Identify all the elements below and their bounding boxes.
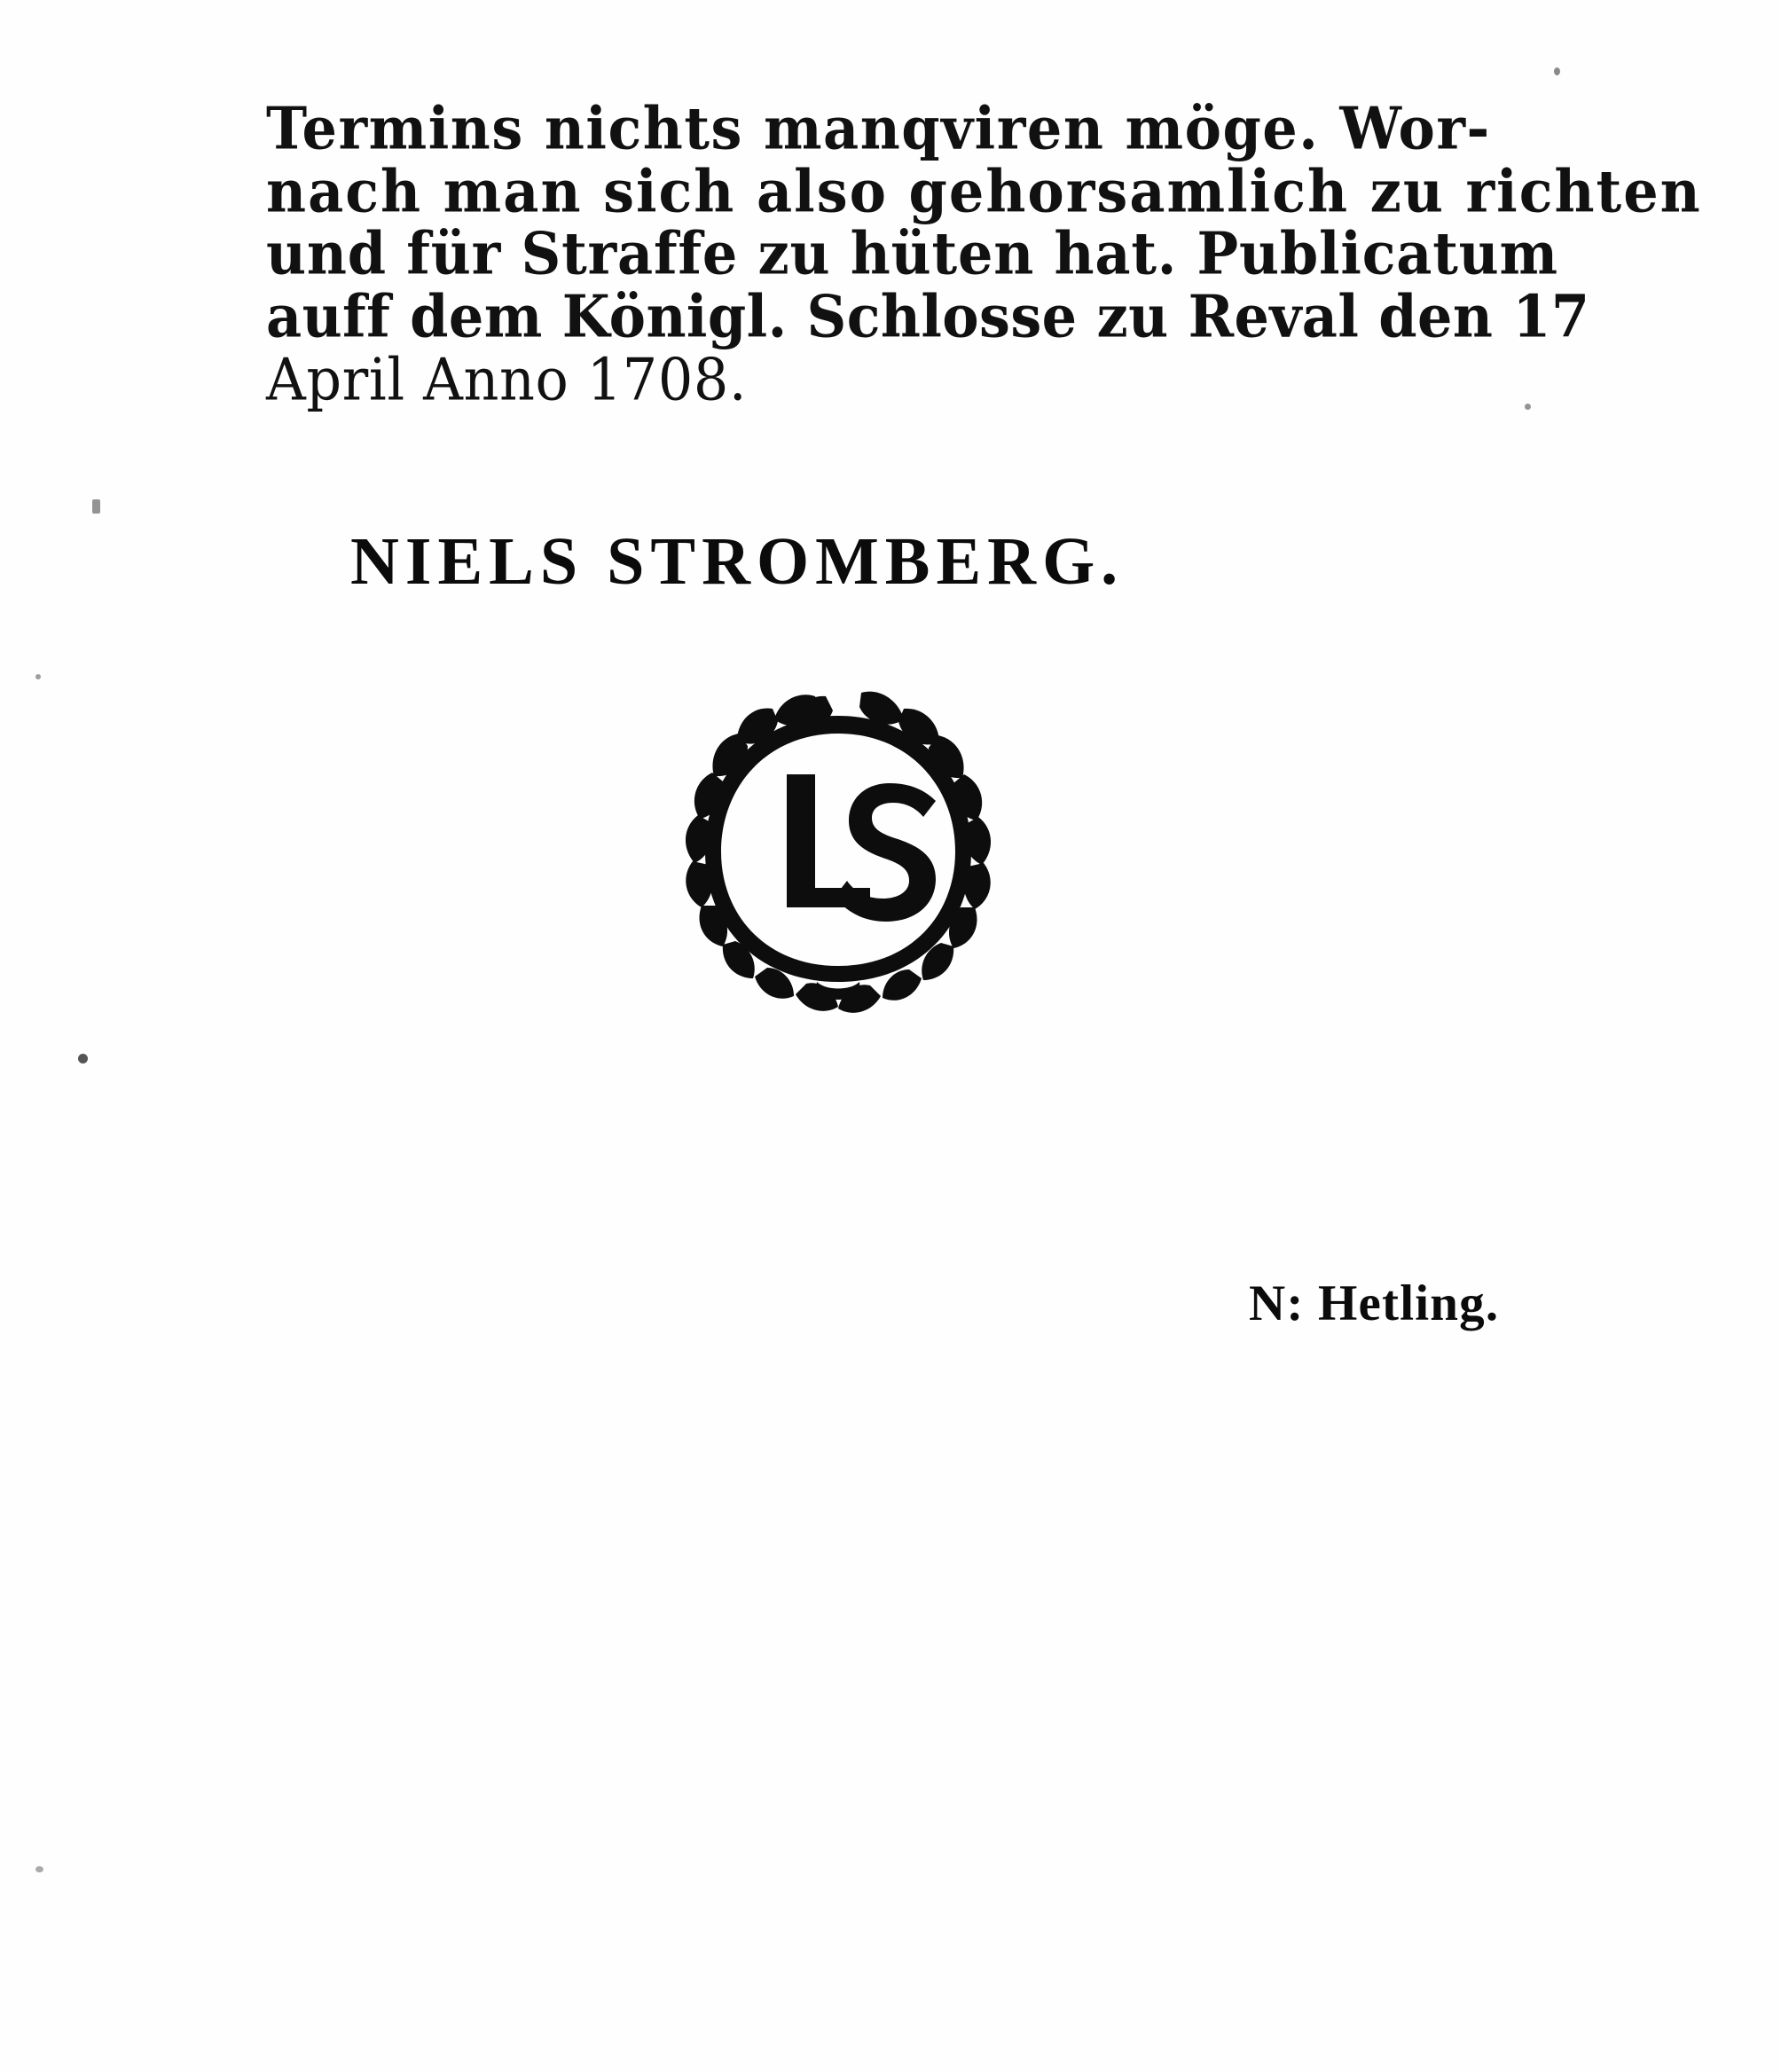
scan-artifact	[35, 674, 41, 679]
scan-artifact	[1525, 404, 1531, 410]
scan-artifact	[78, 1054, 88, 1063]
scan-artifact	[92, 499, 100, 514]
laurel-wreath-seal-icon	[652, 670, 1024, 1016]
body-line-4: auff dem Königl. Schlosse zu Reval den 17	[266, 281, 1590, 351]
clerk-signature: N: Hetling.	[1249, 1275, 1500, 1331]
body-line-3: und für Straffe zu hüten hat. Publicatum	[266, 219, 1558, 288]
signatory-name: NIELS STROMBERG.	[350, 524, 1125, 599]
body-line-2: nach man sich also gehorsamlich zu richten	[266, 156, 1702, 225]
body-line-1: Termins nichts manqviren möge. Wor-	[266, 93, 1491, 163]
body-line-5: April Anno 1708.	[266, 344, 748, 413]
decree-body-text	[266, 93, 1702, 413]
scan-artifact	[35, 1866, 43, 1872]
scan-artifact	[1554, 67, 1560, 75]
